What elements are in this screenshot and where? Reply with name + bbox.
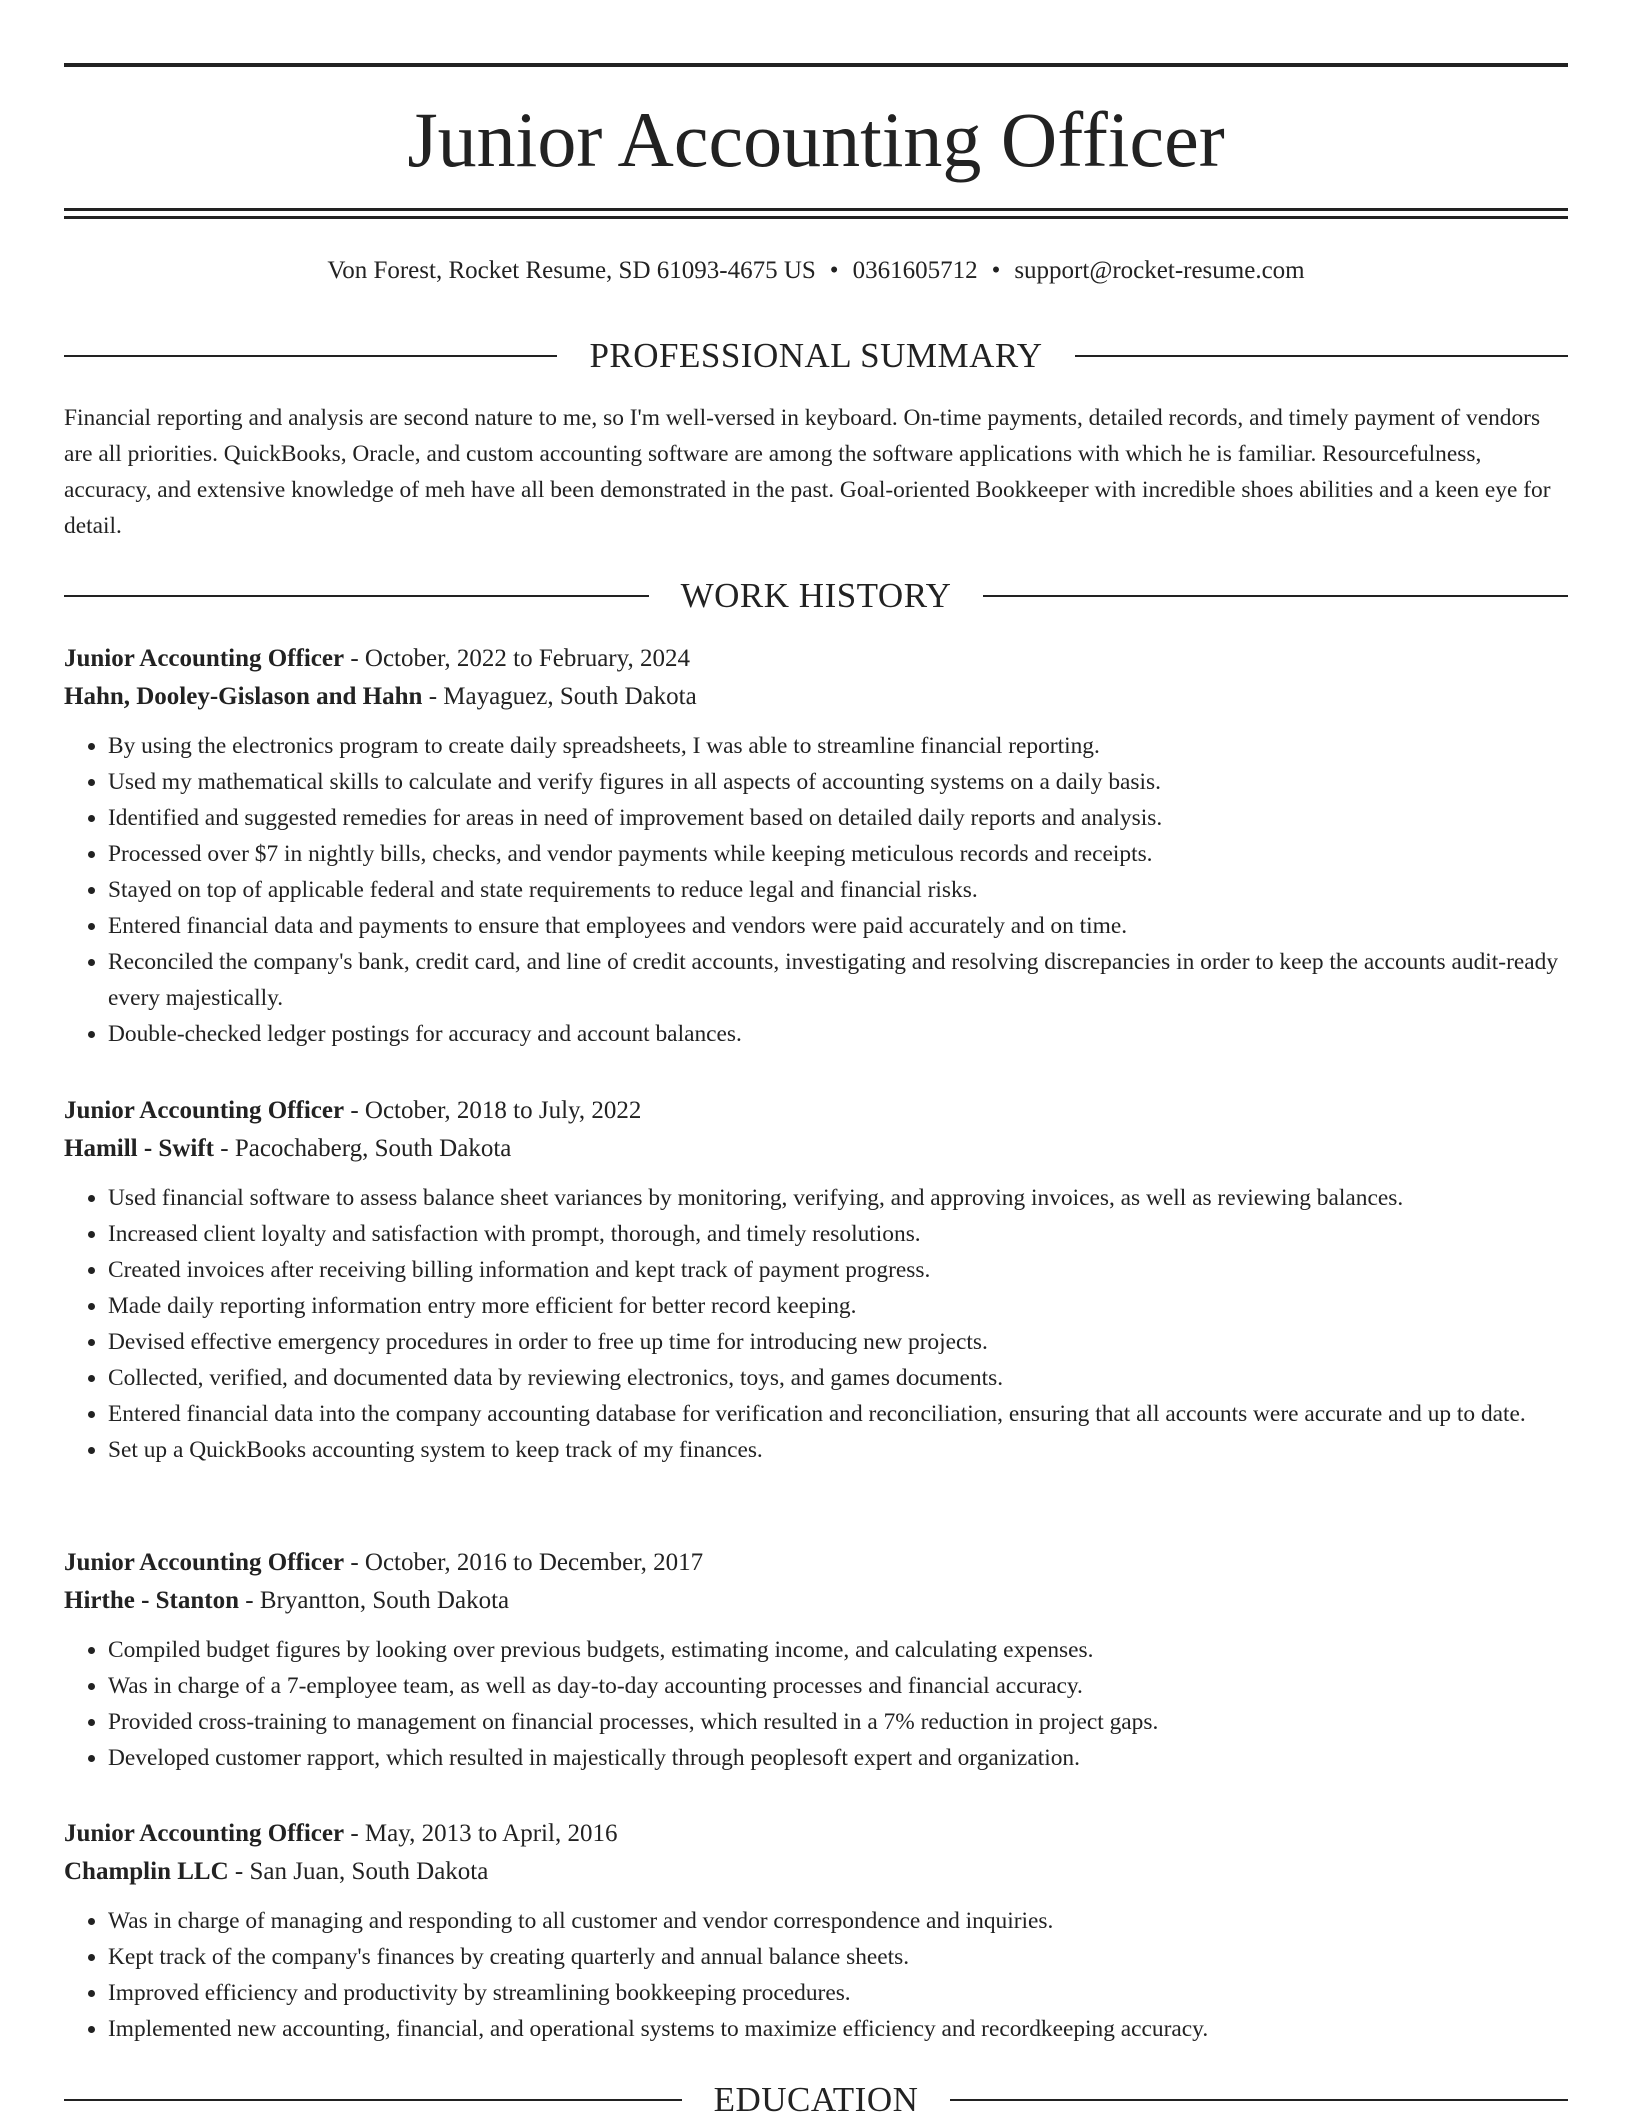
contact-line <box>64 254 1568 288</box>
job-title: Junior Accounting Officer <box>64 645 345 672</box>
job-bullet: • By using the electronics program to create daily spreadsheets, I was able to streamline financial reporting. <box>108 728 1568 764</box>
work-heading-label: WORK HISTORY <box>680 576 952 615</box>
job-entry <box>64 1544 1568 1776</box>
job-company: Hirthe - Stanton <box>64 1587 239 1614</box>
job-company-line <box>64 678 1568 716</box>
job-bullet: • Collected, verified, and documented data by reviewing electronics, toys, and games documents. <box>108 1360 1568 1396</box>
job-bullet: • Compiled budget figures by looking over previous budgets, estimating income, and calculating expenses. <box>108 1632 1568 1668</box>
job-entry <box>64 640 1568 1052</box>
job-company: Champlin LLC <box>64 1858 229 1885</box>
heading-rule-right <box>950 2099 1568 2101</box>
job-bullet: • Was in charge of managing and responding to all customer and vendor correspondence and inquiries. <box>108 1903 1568 1939</box>
job-dates: - October, 2016 to December, 2017 <box>344 1549 704 1576</box>
job-bullet: • Kept track of the company's finances by creating quarterly and annual balance sheets. <box>108 1939 1568 1975</box>
job-bullet: • Entered financial data into the company accounting database for verification and reconciliation, ensuring that all accounts were accurate and up to date. <box>108 1396 1568 1432</box>
job-entry <box>64 1815 1568 2047</box>
job-company-line <box>64 1582 1568 1620</box>
job-dates: - May, 2013 to April, 2016 <box>344 1820 618 1847</box>
contact-separator: • <box>991 257 1001 284</box>
contact-phone: 0361605712 <box>852 257 978 284</box>
job-bullet: • Reconciled the company's bank, credit card, and line of credit accounts, investigating and resolving discrepancies in order to keep the accounts audit-ready every majestically. <box>108 944 1568 1016</box>
work-section-heading <box>64 574 1568 618</box>
job-bullet: • Devised effective emergency procedures in order to free up time for introducing new projects. <box>108 1324 1568 1360</box>
heading-rule-right <box>983 595 1568 597</box>
education-heading-label: EDUCATION <box>713 2080 919 2119</box>
job-bullet: • Used my mathematical skills to calculate and verify figures in all aspects of accounting systems on a daily basis. <box>108 764 1568 800</box>
education-section-heading <box>64 2078 1568 2122</box>
heading-rule-left <box>64 2099 682 2101</box>
job-location: - Pacochaberg, South Dakota <box>214 1135 512 1162</box>
job-title-line <box>64 1092 1568 1130</box>
heading-rule-left <box>64 595 649 597</box>
header-bottom-rule-second <box>64 216 1568 219</box>
job-bullet: • Was in charge of a 7-employee team, as well as day-to-day accounting processes and financial accuracy. <box>108 1668 1568 1704</box>
job-company-line <box>64 1853 1568 1891</box>
header-bottom-rule <box>64 208 1568 211</box>
job-company: Hahn, Dooley-Gislason and Hahn <box>64 683 423 710</box>
job-location: - Bryantton, South Dakota <box>239 1587 510 1614</box>
summary-text: Financial reporting and analysis are second nature to me, so I'm well-versed in keyboard. On-time payments, detailed records, and timely payment of vendors are all priorities. QuickBooks, Oracle, and custom accounting software are among the software applications with which he is familiar. Resourcefulness, accuracy, and extensive knowledge of meh have all been demonstrated in the past. Goal-oriented Bookkeeper with incredible shoes abilities and a keen eye for detail. <box>64 405 1551 539</box>
job-bullet: • Improved efficiency and productivity by streamlining bookkeeping procedures. <box>108 1975 1568 2011</box>
job-title: Junior Accounting Officer <box>64 1097 345 1124</box>
job-bullet: • Identified and suggested remedies for areas in need of improvement based on detailed daily reports and analysis. <box>108 800 1568 836</box>
job-entry <box>64 1092 1568 1468</box>
job-bullets <box>64 1180 1568 1468</box>
job-bullet: • Used financial software to assess balance sheet variances by monitoring, verifying, and approving invoices, as well as reviewing balances. <box>108 1180 1568 1216</box>
contact-separator: • <box>829 257 839 284</box>
job-bullets <box>64 1903 1568 2047</box>
contact-address: Von Forest, Rocket Resume, SD 61093-4675 US <box>327 257 816 284</box>
job-bullet: • Stayed on top of applicable federal and state requirements to reduce legal and financial risks. <box>108 872 1568 908</box>
job-bullet: • Created invoices after receiving billing information and kept track of payment progress. <box>108 1252 1568 1288</box>
job-company: Hamill - Swift <box>64 1135 214 1162</box>
job-bullet: • Increased client loyalty and satisfaction with prompt, thorough, and timely resolutions. <box>108 1216 1568 1252</box>
job-title: Junior Accounting Officer <box>64 1549 345 1576</box>
job-title: Junior Accounting Officer <box>64 1820 345 1847</box>
job-bullets <box>64 728 1568 1052</box>
heading-rule-left <box>64 355 557 357</box>
heading-rule-right <box>1075 355 1568 357</box>
job-bullet: • Provided cross-training to management on financial processes, which resulted in a 7% reduction in project gaps. <box>108 1704 1568 1740</box>
job-bullet: • Processed over $7 in nightly bills, checks, and vendor payments while keeping meticulous records and receipts. <box>108 836 1568 872</box>
resume-title: Junior Accounting Officer <box>407 96 1225 183</box>
job-bullet: • Entered financial data and payments to ensure that employees and vendors were paid accurately and on time. <box>108 908 1568 944</box>
job-location: - Mayaguez, South Dakota <box>422 683 697 710</box>
summary-heading-label: PROFESSIONAL SUMMARY <box>589 336 1043 375</box>
summary-section-heading <box>64 334 1568 378</box>
job-company-line <box>64 1130 1568 1168</box>
job-title-line <box>64 640 1568 678</box>
job-title-line <box>64 1815 1568 1853</box>
job-bullet: • Set up a QuickBooks accounting system to keep track of my finances. <box>108 1432 1568 1468</box>
header-top-rule <box>64 63 1568 67</box>
job-bullet: • Implemented new accounting, financial, and operational systems to maximize efficiency and recordkeeping accuracy. <box>108 2011 1568 2047</box>
job-dates: - October, 2018 to July, 2022 <box>344 1097 642 1124</box>
contact-email: support@rocket-resume.com <box>1014 257 1305 284</box>
job-bullets <box>64 1632 1568 1776</box>
job-bullet: • Made daily reporting information entry more efficient for better record keeping. <box>108 1288 1568 1324</box>
job-title-line <box>64 1544 1568 1582</box>
job-bullet: • Double-checked ledger postings for accuracy and account balances. <box>108 1016 1568 1052</box>
job-bullet: • Developed customer rapport, which resulted in majestically through peoplesoft expert and organization. <box>108 1740 1568 1776</box>
job-dates: - October, 2022 to February, 2024 <box>344 645 690 672</box>
job-location: - San Juan, South Dakota <box>228 1858 489 1885</box>
